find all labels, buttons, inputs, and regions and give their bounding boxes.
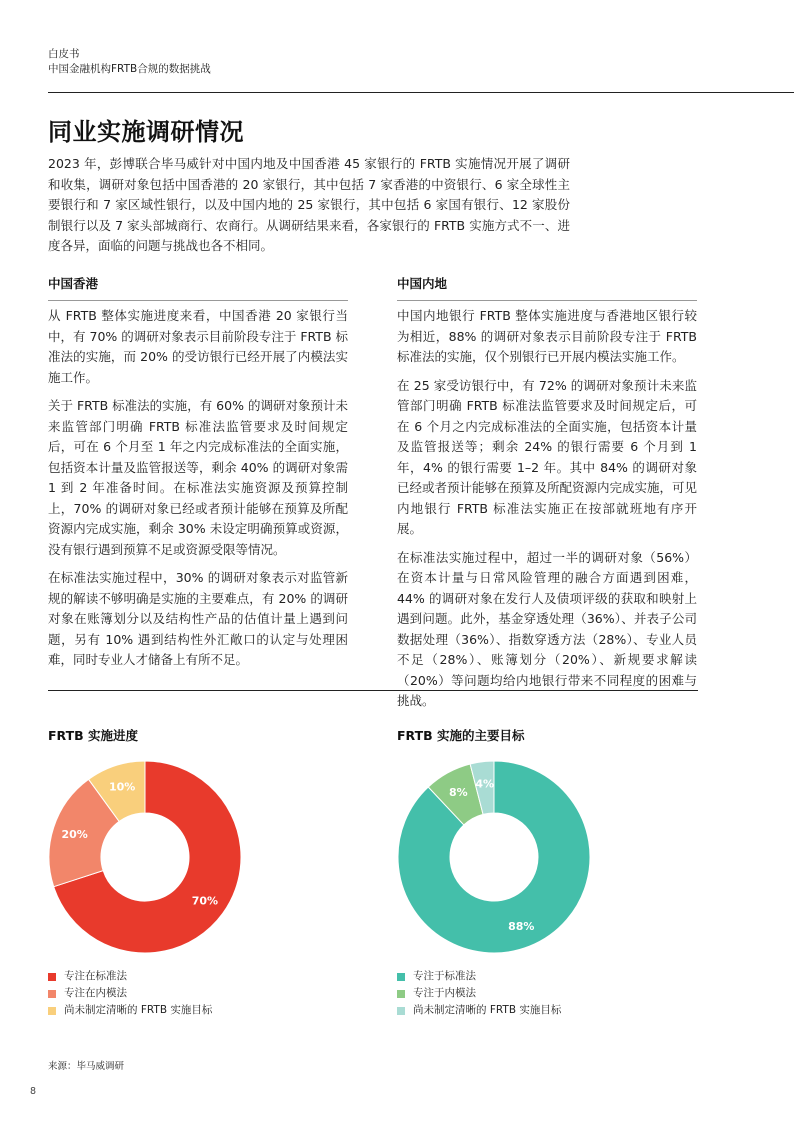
hongkong-paragraph-3: 在标准法实施过程中，30% 的调研对象表示对监管新规的解读不够明确是实施的主要难点，有 20% 的调研对象在账簿划分以及结构性产品的估值计量上遇到问题，另有 10% 遇到结构性外汇敞口的认定与处理困难，同时专业人才储备上有所不足。 bbox=[48, 570, 348, 667]
hongkong-divider bbox=[48, 300, 348, 301]
chart2-legend bbox=[397, 968, 561, 1019]
page-number: 8 bbox=[30, 1086, 37, 1097]
mainland-column bbox=[397, 276, 697, 720]
chart1-title: FRTB 实施进度 bbox=[48, 728, 139, 743]
hongkong-heading: 中国香港 bbox=[48, 276, 99, 291]
hongkong-paragraph-2: 关于 FRTB 标准法的实施，有 60% 的调研对象预计未来监管部门明确 FRTB 标准法监管要求及时间规定后，可在 6 个月至 1 年之内完成标准法的全面实施，包括资本计量及监管报送等，剩余 40% 的调研对象需 1 到 2 年准备时间。在标准法实施资源及预算控制上，70% 的调研对象已经或者预计能够在预算及所配资源内完成实施，剩余 30% 未设定明确预算或资源，没有银行遇到预算不足或资源受限等情况。 bbox=[48, 398, 348, 557]
legend-swatch bbox=[397, 990, 405, 998]
chart1-legend-item bbox=[48, 968, 212, 985]
mainland-paragraph-3: 在标准法实施过程中，超过一半的调研对象（56%）在资本计量与日常风险管理的融合方面遇到困难，44% 的调研对象在发行人及债项评级的获取和映射上遇到问题。此外，基金穿透处理（36%）、并表子公司数据处理（36%）、指数穿透方法（28%）、专业人员不足（28%）、账簿划分（20%）、新规要求解读（20%）等问题均给内地银行带来不同程度的困难与挑战。 bbox=[397, 549, 697, 708]
chart1-slice-label: 20% bbox=[61, 828, 88, 842]
legend-swatch bbox=[397, 1007, 405, 1015]
chart1-slice-label: 10% bbox=[108, 780, 136, 794]
doc-type: 白皮书 bbox=[48, 48, 80, 60]
chart2-legend-item bbox=[397, 985, 561, 1002]
chart1-donut bbox=[48, 760, 242, 954]
chart2-legend-item bbox=[397, 1002, 561, 1019]
legend-swatch bbox=[397, 973, 405, 981]
mainland-paragraph-1: 中国内地银行 FRTB 整体实施进度与香港地区银行较为相近，88% 的调研对象表示目前阶段专注于 FRTB 标准法的实施，仅个别银行已开展内模法实施工作。 bbox=[397, 308, 697, 364]
hongkong-paragraph-1: 从 FRTB 整体实施进度来看，中国香港 20 家银行当中，有 70% 的调研对象表示目前阶段专注于 FRTB 标准法的实施，而 20% 的受访银行已经开展了内模法实施工作。 bbox=[48, 308, 348, 385]
legend-swatch bbox=[48, 973, 56, 981]
section-intro: 2023 年，彭博联合毕马威针对中国内地及中国香港 45 家银行的 FRTB 实施情况开展了调研和收集，调研对象包括中国香港的 20 家银行，其中包括 7 家香港的中资银行、6 家全球性主要银行和 7 家区域性银行，以及中国内地的 25 家银行，其中包括 6 家国有银行、12 家股份制银行以及 7 家头部城商行、农商行。从调研结果来看，各家银行的 FRTB 实施方式不一、进度各异，面临的问题与挑战也各不相同。 bbox=[48, 156, 570, 253]
chart2-title: FRTB 实施的主要目标 bbox=[397, 728, 525, 743]
mainland-divider bbox=[397, 300, 697, 301]
legend-swatch bbox=[48, 1007, 56, 1015]
chart1-legend-item bbox=[48, 985, 212, 1002]
source-note: 来源：毕马威调研 bbox=[48, 1061, 125, 1072]
legend-label: 专注于标准法 bbox=[413, 970, 476, 982]
chart1-legend-item bbox=[48, 1002, 212, 1019]
legend-label: 专注在标准法 bbox=[64, 970, 127, 982]
legend-label: 专注于内模法 bbox=[413, 987, 476, 999]
charts-divider bbox=[48, 690, 698, 691]
legend-swatch bbox=[48, 990, 56, 998]
header-divider bbox=[48, 92, 794, 93]
doc-title: 中国金融机构FRTB合规的数据挑战 bbox=[48, 63, 211, 75]
hongkong-column bbox=[48, 276, 348, 679]
chart2-slice-label: 8% bbox=[449, 786, 468, 800]
legend-label: 尚未制定清晰的 FRTB 实施目标 bbox=[413, 1004, 562, 1016]
chart2-donut bbox=[397, 760, 591, 954]
chart2-slice-label: 4% bbox=[475, 777, 495, 791]
chart2-slice-label: 88% bbox=[508, 919, 535, 933]
legend-label: 专注在内模法 bbox=[64, 987, 127, 999]
mainland-heading: 中国内地 bbox=[397, 276, 448, 291]
chart2-legend-item bbox=[397, 968, 561, 985]
legend-label: 尚未制定清晰的 FRTB 实施目标 bbox=[64, 1004, 213, 1016]
mainland-paragraph-2: 在 25 家受访银行中，有 72% 的调研对象预计未来监管部门明确 FRTB 标准法监管要求及时间规定后，可在 6 个月之内完成标准法的全面实施，包括资本计量及监管报送等；剩余 24% 的银行需要 6 个月到 1 年，4% 的银行需要 1–2 年。其中 84% 的调研对象已经或者预计能够在预算及所配资源内完成实施，可见内地银行 FRTB 标准法实施正在按部就班地有序开展。 bbox=[397, 377, 698, 536]
chart1-legend bbox=[48, 968, 212, 1019]
chart1-slice-label: 70% bbox=[191, 894, 219, 908]
section-title: 同业实施调研情况 bbox=[48, 118, 244, 146]
